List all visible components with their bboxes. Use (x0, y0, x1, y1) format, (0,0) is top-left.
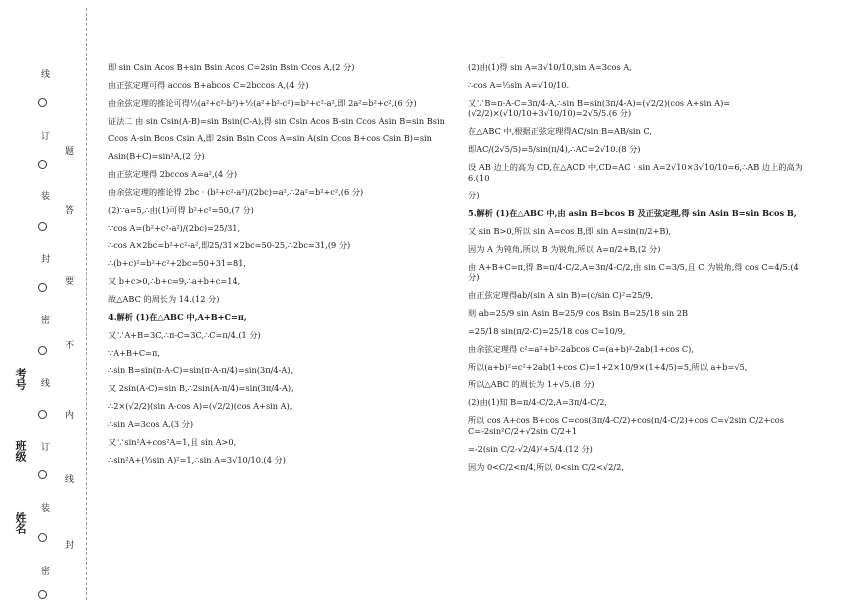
text-line: 由余弦定理的推论可得½(a²+c²-b²)+½(a²+b²-c²)=b²+c²-a²,即 2a²=b²+c²,(6 分) (108, 97, 417, 108)
text-line: =25/18 sin(π/2-C)=25/18 cos C=10/9, (468, 325, 626, 336)
binding-word: 内 (63, 410, 73, 419)
binding-word: 线 (63, 474, 73, 483)
text-line: 因为 A 为钝角,所以 B 为锐角,所以 A=π/2+B,(2 分) (468, 243, 661, 254)
text-line: 在△ABC 中,根据正弦定理得AC/sin B=AB/sin C, (468, 126, 653, 137)
binding-hole (38, 346, 47, 355)
binding-word: 装 (39, 503, 49, 512)
binding-hole (38, 533, 47, 542)
text-line: ∴sin A=3cos A.(3 分) (108, 418, 194, 429)
text-line: ∴2×(√2/2)(sin A-cos A)=(√2/2)(cos A+sin A), (108, 401, 293, 412)
binding-word: 线 (39, 69, 49, 78)
text-line: ∴cos A=⅓sin A=√10/10. (468, 79, 570, 90)
section-heading: 5.解析 (1)在△ABC 中,由 asin B=bcos B 及正弦定理,得 sin Asin B=sin Bcos B, (468, 208, 797, 219)
text-line: 由余弦定理的推论得 2bc · (b²+c²-a²)/(2bc)=a²,∴2a²=b²+c²,(6 分) (108, 186, 364, 197)
binding-word: 装 (39, 191, 49, 200)
text-line: 即AC/(2√5/5)=5/sin(π/4),∴AC=2√10.(8 分) (468, 144, 641, 155)
text-line: 所以△ABC 的周长为 1+√5.(8 分) (468, 379, 595, 390)
binding-word: 封 (39, 254, 49, 263)
text-line: 由正弦定理得 2bccos A=a²,(4 分) (108, 169, 238, 180)
text-line: (2)由(1)知 B=π/4-C/2,A=3π/4-C/2, (468, 397, 607, 408)
binding-word: 密 (39, 315, 49, 324)
text-line: 即 sin Csin Acos B+sin Bsin Acos C=2sin Bsin Ccos A,(2 分) (108, 62, 355, 72)
left-column (108, 62, 445, 472)
binding-word: 不 (63, 340, 73, 349)
text-line: =-2(sin C/2-√2/4)²+5/4.(12 分) (468, 443, 593, 454)
text-line: Asin(B+C)=sin²A,(2 分) (108, 151, 205, 162)
text-line: Ccos A-sin Bcos Csin A,即 2sin Bsin Ccos A=sin A(sin Ccos B+cos Csin B)=sin (108, 133, 432, 144)
binding-word: 要 (63, 276, 73, 285)
text-line: (2)由(1)得 sin A=3√10/10,sin A=3cos A, (468, 62, 632, 72)
binding-cut-line (86, 8, 87, 600)
binding-word: 线 (39, 378, 49, 387)
text-line: ∴sin B=sin(π-A-C)=sin(π-A-π/4)=sin(3π/4-A), (108, 365, 294, 376)
text-line: 分) (468, 190, 480, 201)
binding-word: 订 (39, 442, 49, 451)
text-line: 所以(a+b)²=c²+2ab(1+cos C)=1+2×10/9×(1+4/5)=5,所以 a+b=√5, (468, 361, 748, 372)
section-heading: 4.解析 (1)在△ABC 中,A+B+C=π, (108, 311, 247, 322)
right-column (468, 62, 808, 479)
binding-hole (38, 160, 47, 169)
binding-word: 答 (63, 205, 73, 214)
binding-hole (38, 222, 47, 231)
text-line: 又 2sin(A-C)=sin B,∴2sin(A-π/4)=sin(3π/4-A), (108, 383, 294, 394)
text-line: 又∵A+B=3C,∴π-C=3C,∴C=π/4.(1 分) (108, 329, 261, 340)
text-line: 由余弦定理得 c²=a²+b²-2abcos C=(a+b)²-2ab(1+cos C), (468, 343, 694, 354)
binding-margin (0, 0, 84, 608)
text-line: ∵cos A=(b²+c²-a²)/(2bc)=25/31, (108, 222, 241, 233)
text-line: 因为 0<C/2<π/4,所以 0<sin C/2<√2/2, (468, 461, 624, 472)
binding-hole (38, 98, 47, 107)
text-line: (2)∵a=5,∴由(1)可得 b²+c²=50,(7 分) (108, 204, 254, 215)
binding-word: 密 (39, 566, 49, 575)
class-label: 班级 (14, 440, 27, 462)
text-line: ∴(b+c)²=b²+c²+2bc=50+31=81, (108, 258, 247, 269)
text-line: 又∵B=π-A-C=3π/4-A,∴sin B=sin(3π/4-A)=(√2/2)(cos A+sin A)=(√2/2)×(√10/10+3√10/10)=2√5/5.(6 分) (468, 97, 731, 119)
text-line: ∴cos A×2bc=b²+c²-a²,即25/31×2bc=50-25,∴2bc=31,(9 分) (108, 240, 351, 251)
binding-word: 封 (63, 540, 73, 549)
text-line: 所以 cos A+cos B+cos C=cos(3π/4-C/2)+cos(π/4-C/2)+cos C=√2sin C/2+cos C=-2sin²C/2+√2sin C/2+1 (468, 415, 784, 436)
binding-word: 题 (63, 146, 73, 155)
binding-hole (38, 590, 47, 599)
text-line: ∵A+B+C=π, (108, 347, 160, 358)
text-line: ∴sin²A+(⅓sin A)²=1,∴sin A=3√10/10.(4 分) (108, 454, 286, 465)
exam-no-label: 考号 (14, 368, 27, 390)
binding-word: 订 (39, 131, 49, 140)
text-line: 由正弦定理可得 accos B+abcos C=2bccos A,(4 分) (108, 79, 309, 90)
text-line: 由 A+B+C=π,得 B=π/4-C/2,A=3π/4-C/2,由 sin C=3/5,且 C 为锐角,得 cos C=4/5.(4 分) (468, 261, 799, 283)
binding-hole (38, 283, 47, 292)
text-line: 又 b+c>0,∴b+c=9,∴a+b+c=14, (108, 276, 241, 287)
text-line: 由正弦定理得ab/(sin A sin B)=(c/sin C)²=25/9, (468, 290, 654, 301)
text-line: 则 ab=25/9 sin Asin B=25/9 cos Bsin B=25/18 sin 2B (468, 308, 688, 319)
text-line: 证法二 由 sin Csin(A-B)=sin Bsin(C-A),得 sin Csin Acos B-sin Ccos Asin B=sin Bsin (108, 115, 445, 126)
text-line: 故△ABC 的周长为 14.(12 分) (108, 293, 220, 304)
text-line: 又∵sin²A+cos²A=1,且 sin A>0, (108, 436, 237, 447)
binding-hole (38, 470, 47, 479)
text-line: 设 AB 边上的高为 CD,在△ACD 中,CD=AC · sin A=2√10×3√10/10=6,∴AB 边上的高为 6.(10 (468, 161, 803, 183)
binding-hole (38, 410, 47, 419)
text-line: 又 sin B>0,所以 sin A=cos B,即 sin A=sin(π/2+B), (468, 226, 672, 237)
name-label: 姓名 (14, 512, 27, 534)
